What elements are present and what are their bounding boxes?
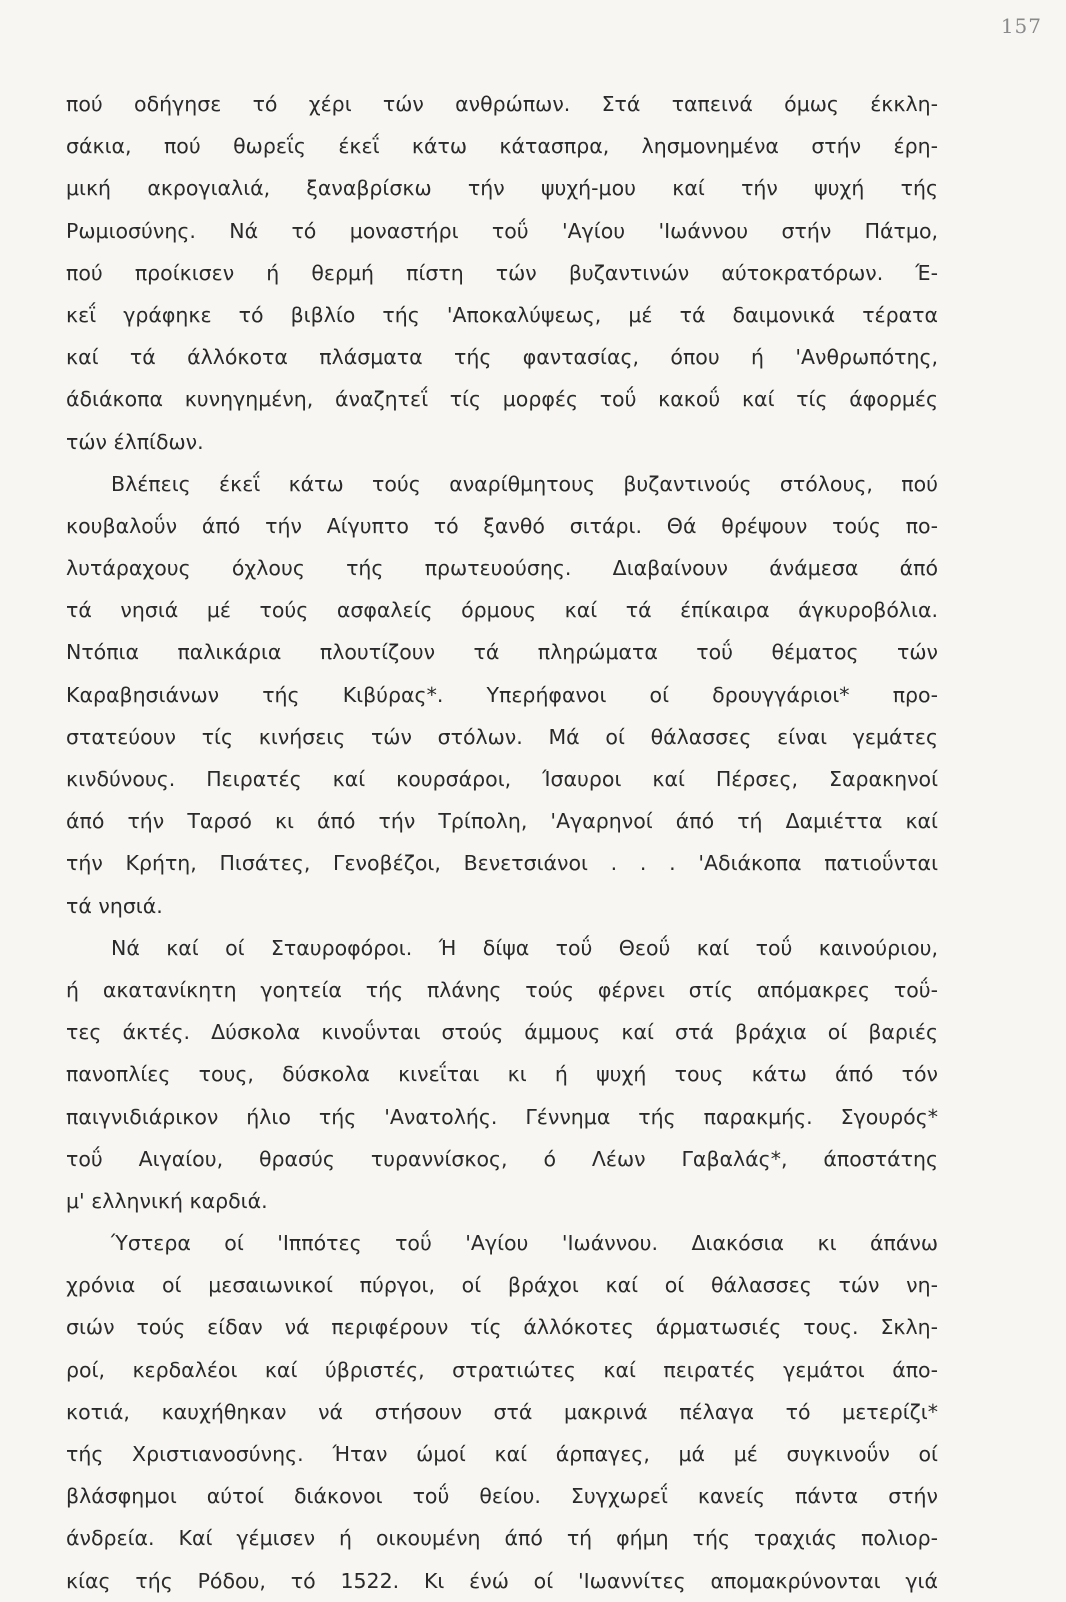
text-line: Ντόπια παλικάρια πλουτίζουν τά πληρώματα τοΰ θέματος τών: [66, 640, 938, 665]
text-line: τά νησιά μέ τούς ασφαλείς όρμους καί τά έπίκαιρα άγκυροβόλια.: [66, 598, 938, 623]
text-line: Βλέπεις έκεΐ κάτω τούς αναρίθμητους βυζαντινούς στόλους, πού: [111, 471, 938, 496]
text-line: πού προίκισεν ή θερμή πίστη τών βυζαντινών αύτοκρατόρων. Έ-: [66, 260, 938, 285]
text-line: κινδύνους. Πειρατές καί κουρσάροι, Ίσαυροι καί Πέρσες, Σαρακηνοί: [66, 767, 938, 791]
text-line: κεΐ γράφηκε τό βιβλίο τής 'Αποκαλύψεως, μέ τά δαιμονικά τέρατα: [66, 302, 938, 327]
text-line: τής Χριστιανοσύνης. Ήταν ώμοί καί άρπαγες, μά μέ συγκινοΰν οί: [66, 1442, 938, 1466]
text-line: τοΰ Αιγαίου, θρασύς τυραννίσκος, ό Λέων Γαβαλάς*, άποστάτης: [66, 1146, 938, 1171]
text-line: πανοπλίες τους, δύσκολα κινεΐται κι ή ψυχή τους κάτω άπό τόν: [66, 1062, 938, 1087]
text-line: σάκια, πού θωρεΐς έκεΐ κάτω κάτασπρα, λησμονημένα στήν έρη-: [66, 134, 938, 159]
text-line: κουβαλοΰν άπό τήν Αίγυπτο τό ξανθό σιτάρι. Θά θρέψουν τούς πο-: [66, 513, 938, 538]
text-line: Νά καί οί Σταυροφόροι. Ή δίψα τοΰ Θεοΰ καί τοΰ καινούριου,: [111, 935, 938, 960]
text-line: Ύστερα οί 'Ιππότες τοΰ 'Αγίου 'Ιωάννου. Διακόσια κι άπάνω: [111, 1231, 938, 1256]
text-line: λυτάραχους όχλους τής πρωτευούσης. Διαβαίνουν άνάμεσα άπό: [66, 556, 938, 581]
text-line: χρόνια οί μεσαιωνικοί πύργοι, οί βράχοι καί οί θάλασσες τών νη-: [66, 1273, 938, 1298]
text-line: ροί, κερδαλέοι καί ύβριστές, στρατιώτες καί πειρατές γεμάτοι άπο-: [66, 1357, 938, 1382]
text-line: τες άκτές. Δύσκολα κινοΰνται στούς άμμους καί στά βράχια οί βαριές: [66, 1020, 938, 1045]
text-line: στατεύουν τίς κινήσεις τών στόλων. Μά οί θάλασσες είναι γεμάτες: [66, 724, 938, 749]
text-line: τήν Κρήτη, Πισάτες, Γενοβέζοι, Βενετσιάνοι . . . 'Αδιάκοπα πατιοΰνται: [66, 851, 938, 876]
page-number: 157: [1000, 14, 1042, 38]
text-line: άπό τήν Ταρσό κι άπό τήν Τρίπολη, 'Αγαρηνοί άπό τή Δαμιέττα καί: [66, 809, 938, 834]
text-line: καί τά άλλόκοτα πλάσματα τής φαντασίας, όπου ή 'Ανθρωπότης,: [66, 345, 938, 370]
text-line: σιών τούς είδαν νά περιφέρουν τίς άλλόκοτες άρματωσιές τους. Σκλη-: [66, 1315, 938, 1340]
text-line: άδιάκοπα κυνηγημένη, άναζητεΐ τίς μορφές τοΰ κακοΰ καί τίς άφορμές: [66, 387, 938, 412]
body-text: [66, 83, 938, 1602]
text-line: κοτιά, καυχήθηκαν νά στήσουν στά μακρινά πέλαγα τό μετερίζι*: [66, 1399, 938, 1424]
text-line: άνδρεία. Καί γέμισεν ή οικουμένη άπό τή φήμη τής τραχιάς πολιορ-: [66, 1526, 938, 1551]
text-line: μική ακρογιαλιά, ξαναβρίσκω τήν ψυχή-μου καί τήν ψυχή τής: [66, 176, 938, 201]
text-line: κίας τής Ρόδου, τό 1522. Κι ένώ οί 'Ιωαννίτες απομακρύνονται γιά: [66, 1568, 938, 1593]
text-line: τά νησιά.: [66, 893, 163, 918]
text-line: τών έλπίδων.: [66, 429, 204, 454]
text-line: βλάσφημοι αύτοί διάκονοι τοΰ θείου. Συγχωρεΐ κανείς πάντα στήν: [66, 1484, 938, 1509]
text-line: Ρωμιοσύνης. Νά τό μοναστήρι τοΰ 'Αγίου 'Ιωάννου στήν Πάτμο,: [66, 218, 938, 243]
text-line: Καραβησιάνων τής Κιβύρας*. Υπερήφανοι οί δρουγγάριοι* προ-: [66, 682, 938, 707]
text-line: μ' ελληνική καρδιά.: [66, 1188, 268, 1213]
text-line: ή ακατανίκητη γοητεία τής πλάνης τούς φέρνει στίς απόμακρες τοΰ-: [66, 977, 938, 1002]
text-line: παιγνιδιάρικον ήλιο τής 'Ανατολής. Γέννημα τής παρακμής. Σγουρός*: [66, 1104, 938, 1129]
text-line: πού οδήγησε τό χέρι τών ανθρώπων. Στά ταπεινά όμως έκκλη-: [66, 92, 938, 116]
